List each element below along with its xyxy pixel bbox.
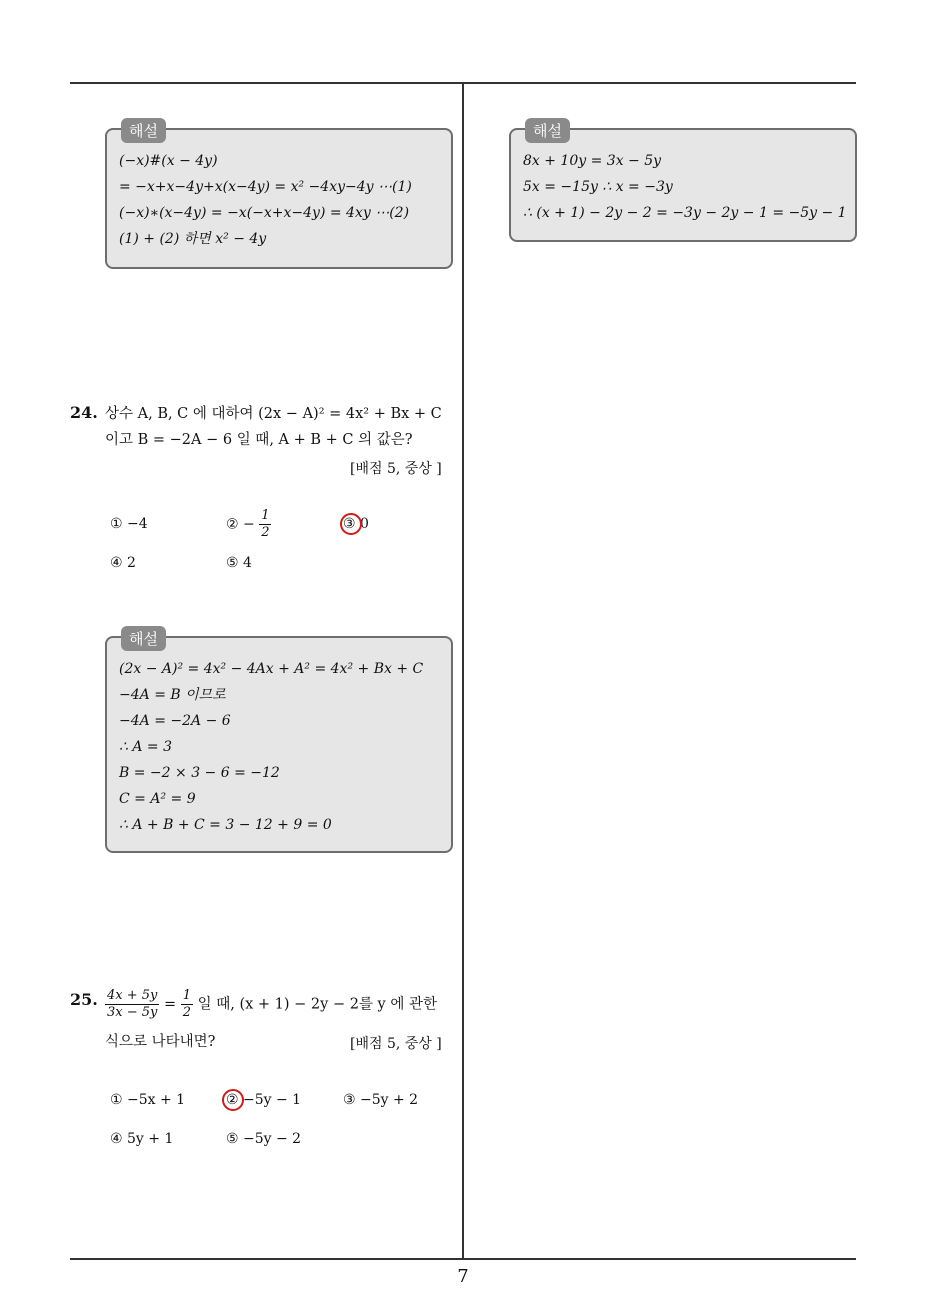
column-divider <box>462 83 464 1259</box>
choice-25-4[interactable]: ④ 5y + 1 <box>110 1131 174 1147</box>
solution-line: (−x)#(x − 4y) <box>119 153 218 169</box>
solution-box-right <box>509 122 857 242</box>
solution-line: (2x − A)² = 4x² − 4Ax + A² = 4x² + Bx + C <box>119 661 424 677</box>
question-text-25-line2: 식으로 나타내면? <box>105 1034 216 1050</box>
choice-25-5[interactable]: ⑤ −5y − 2 <box>226 1131 302 1147</box>
choice-24-4[interactable]: ④ 2 <box>110 555 136 571</box>
footer-rule <box>70 1258 856 1260</box>
fraction-numerator: 1 <box>182 988 192 1003</box>
solution-box-24 <box>105 630 453 853</box>
fraction-rhs <box>181 988 193 1021</box>
question-text-25-rest: 일 때, (x + 1) − 2y − 2를 y 에 관한 <box>197 996 437 1013</box>
choice-24-1[interactable]: ① −4 <box>110 516 148 532</box>
solution-line: (−x)∗(x−4y) = −x(−x+x−4y) = 4xy ⋯(2) <box>119 205 410 221</box>
answer-circle-icon <box>222 1089 244 1111</box>
solution-line: = −x+x−4y+x(x−4y) = x² −4xy−4y ⋯(1) <box>119 179 412 195</box>
question-score-24: [배점 5, 중상 ] <box>350 461 442 477</box>
equals-sign: = <box>163 996 177 1013</box>
fraction-numerator: 1 <box>261 508 270 523</box>
question-text-25-line1 <box>105 988 437 1021</box>
solution-line: ∴ A = 3 <box>119 739 173 755</box>
choice-24-3[interactable]: ③ 0 <box>343 516 369 532</box>
choice-24-5[interactable]: ⑤ 4 <box>226 555 252 571</box>
choice-25-3[interactable]: ③ −5y + 2 <box>343 1092 419 1108</box>
solution-line: (1) + (2) 하면 x² − 4y <box>119 231 267 247</box>
solution-box-23 <box>105 122 453 269</box>
solution-line: 5x = −15y ∴ x = −3y <box>523 179 673 195</box>
fraction-denominator: 3x − 5y <box>107 1005 158 1020</box>
solution-line: ∴ (x + 1) − 2y − 2 = −3y − 2y − 1 = −5y − 1 <box>523 205 847 221</box>
answer-circle-icon <box>340 513 362 535</box>
solution-tag: 해설 <box>525 118 570 143</box>
choice-25-2[interactable]: ② −5y − 1 <box>226 1092 302 1108</box>
solution-line: ∴ A + B + C = 3 − 12 + 9 = 0 <box>119 817 332 833</box>
question-text-24-line1: 상수 A, B, C 에 대하여 (2x − A)² = 4x² + Bx + C <box>105 406 442 422</box>
fraction-lhs <box>105 988 159 1021</box>
fraction-denominator: 2 <box>261 525 270 540</box>
page-number: 7 <box>457 1266 469 1287</box>
solution-line: C = A² = 9 <box>119 791 196 807</box>
question-number-24: 24. <box>70 403 98 422</box>
solution-tag: 해설 <box>121 626 166 651</box>
fraction-denominator: 2 <box>182 1005 192 1020</box>
solution-line: −4A = B 이므로 <box>119 687 226 703</box>
fraction-numerator: 4x + 5y <box>107 988 158 1003</box>
choice-25-1[interactable]: ① −5x + 1 <box>110 1092 186 1108</box>
choice-24-2[interactable] <box>226 508 271 541</box>
solution-line: −4A = −2A − 6 <box>119 713 231 729</box>
solution-line: B = −2 × 3 − 6 = −12 <box>119 765 280 781</box>
question-number-25: 25. <box>70 990 98 1009</box>
question-text-24-line2: 이고 B = −2A − 6 일 때, A + B + C 의 값은? <box>105 432 413 448</box>
solution-line: 8x + 10y = 3x − 5y <box>523 153 662 169</box>
choice-24-2-mark: ② − <box>226 516 255 533</box>
question-score-25: [배점 5, 중상 ] <box>350 1036 442 1052</box>
solution-tag: 해설 <box>121 118 166 143</box>
choice-24-2-fraction <box>259 508 271 541</box>
